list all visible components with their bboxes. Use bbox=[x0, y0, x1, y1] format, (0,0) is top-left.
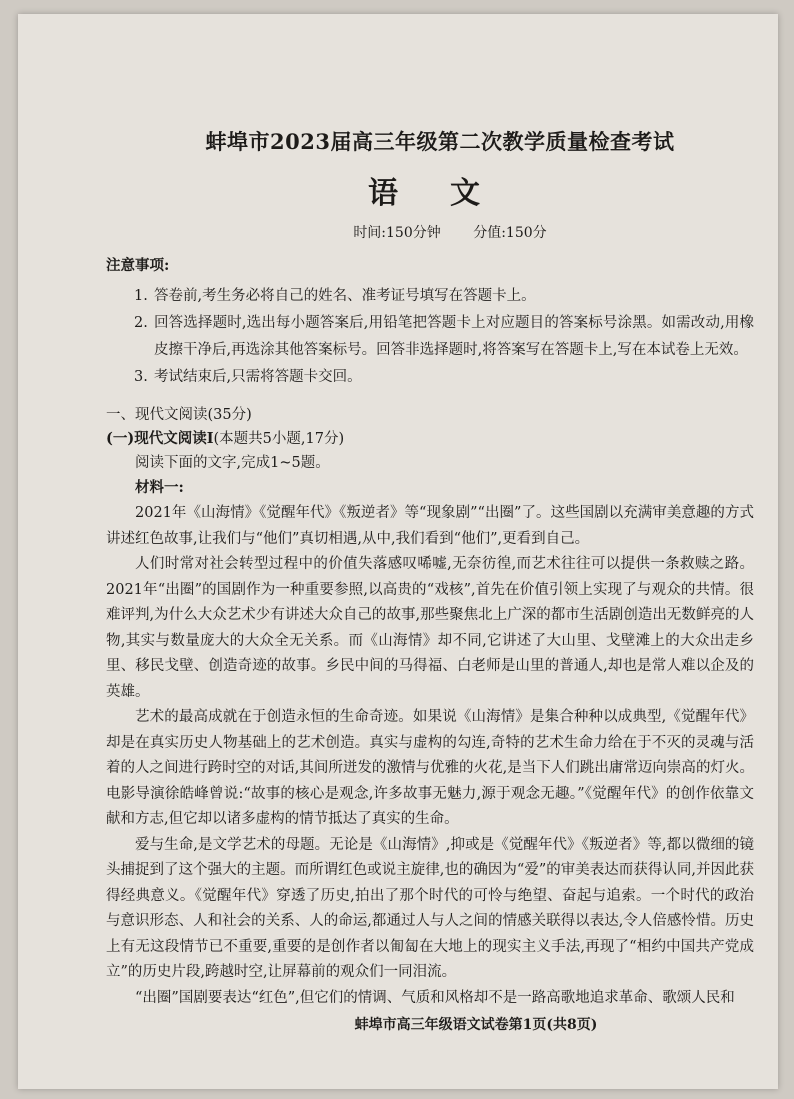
notice-item-text: 考试结束后,只需将答题卡交回。 bbox=[154, 369, 362, 385]
exam-title: 蚌埠市2023届高三年级第二次教学质量检查考试 bbox=[205, 129, 675, 154]
passage-paragraph: “出圈”国剧要表达“红色”,但它们的情调、气质和风格却不是一路高歌地追求革命、歌颂人民和 bbox=[135, 989, 735, 1006]
notice-heading: 注意事项: bbox=[106, 257, 170, 274]
passage-paragraph: 爱与生命,是文学艺术的母题。无论是《山海情》,抑或是《觉醒年代》《叛逆者》等,都以微细的镜头捕捉到了这个强大的主题。而所谓红色或说主旋律,也的确因为“爱”的审美表达而获得认同,并因此获得经典意义。《觉醒年代》穿透了历史,拍出了那个时代的可怜与绝望、奋起与追索。一个时代的政治与意识形态、人和社会的关系、人的命运,都通过人与人之间的情感关联得以表达,令人倍感怜惜。历史上有无这段情节已不重要,重要的是创作者以匍匐在大地上的现实主义手法,再现了“相约中国共产党成立”的历史片段,跨越时空,让屏幕前的观众们一同泪流。 bbox=[106, 836, 754, 980]
notice-item bbox=[134, 364, 754, 391]
page-footer: 蚌埠市高三年级语文试卷第1页(共8页) bbox=[354, 1017, 598, 1033]
reading-instruction: 阅读下面的文字,完成1~5题。 bbox=[135, 455, 330, 471]
notice-item bbox=[134, 283, 754, 310]
exam-page bbox=[18, 14, 778, 1089]
part-title bbox=[106, 427, 754, 451]
notice-item-text: 答卷前,考生务必将自己的姓名、准考证号填写在答题卡上。 bbox=[154, 288, 536, 304]
passage-paragraph: 2021年《山海情》《觉醒年代》《叛逆者》等“现象剧”“出圈”了。这些国剧以充满审美意趣的方式讲述红色故事,让我们与“他们”真切相遇,从中,我们看到“他们”,更看到自己。 bbox=[106, 505, 754, 547]
notice-item-number: 2. bbox=[134, 315, 148, 331]
notice-item bbox=[134, 310, 754, 364]
notice-item-number: 1. bbox=[134, 288, 148, 304]
notice-item-number: 3. bbox=[134, 369, 148, 385]
part-title-main: (一)现代文阅读Ⅰ bbox=[106, 430, 214, 447]
exam-score: 分值:150分 bbox=[473, 225, 547, 241]
time-score-line bbox=[146, 222, 754, 242]
exam-time: 时间:150分钟 bbox=[353, 225, 441, 241]
passage-paragraph: 艺术的最高成就在于创造永恒的生命奇迹。如果说《山海情》是集合种种以成典型,《觉醒年代》却是在真实历史人物基础上的艺术创造。真实与虚构的勾连,奇特的艺术生命力给在于不灭的灵魂与活着的人之间进行跨时空的对话,其间所迸发的激情与优雅的火花,是当下人们跳出庸常迈向崇高的灯火。电影导演徐皓峰曾说:“故事的核心是观念,许多故事无魅力,源于观念无趣。”《觉醒年代》的创作依靠文献和方志,但它却以诸多虚构的情节抵达了真实的生命。 bbox=[106, 709, 754, 827]
notice-item-text: 回答选择题时,选出每小题答案后,用铅笔把答题卡上对应题目的答案标号涂黑。如需改动,用橡皮擦干净后,再选涂其他答案标号。回答非选择题时,将答案写在答题卡上,写在本试卷上无效。 bbox=[154, 315, 754, 358]
section-title: 一、现代文阅读(35分) bbox=[106, 407, 252, 423]
part-title-note: (本题共5小题,17分) bbox=[213, 431, 345, 447]
material-label: 材料一: bbox=[135, 479, 184, 496]
subject-title: 语文 bbox=[368, 176, 532, 211]
passage-paragraph: 人们时常对社会转型过程中的价值失落感叹唏嘘,无奈彷徨,而艺术往往可以提供一条救赎之路。2021年“出圈”的国剧作为一种重要参照,以高贵的“戏核”,首先在价值引领上实现了与观众的共情。很难评判,为什么大众艺术少有讲述大众自己的故事,那些聚焦北上广深的都市生活剧创造出无数鲜亮的人物,其实与数量庞大的大众全无关系。而《山海情》却不同,它讲述了大山里、戈壁滩上的大众出走乡里、移民戈壁、创造奇迹的故事。乡民中间的马得福、白老师是山里的普通人,却也是常人难以企及的英雄。 bbox=[106, 556, 754, 700]
page-content bbox=[106, 126, 754, 1011]
notice-list bbox=[106, 283, 754, 391]
